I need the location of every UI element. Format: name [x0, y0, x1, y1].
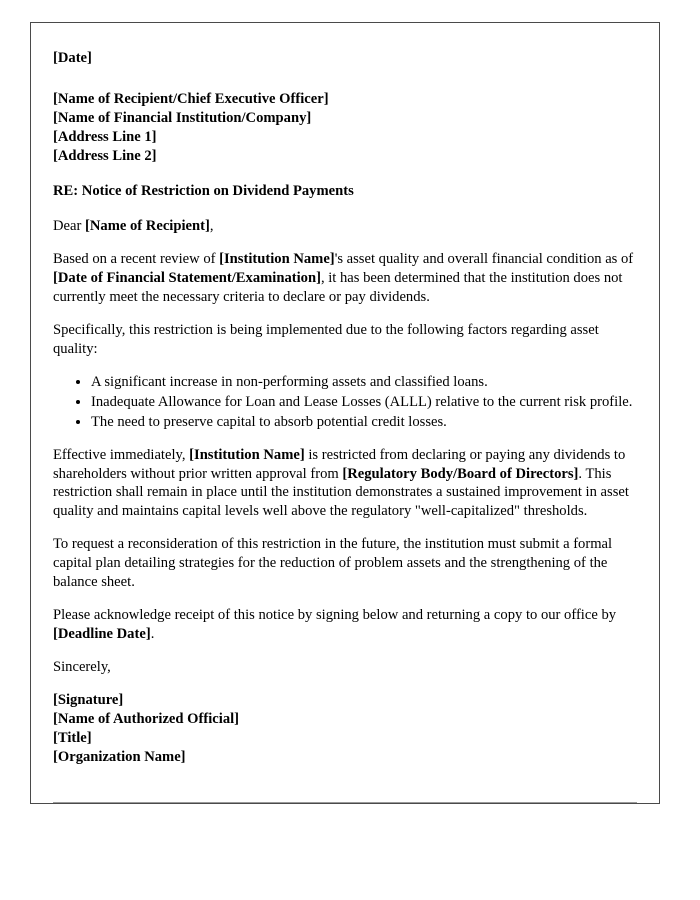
paragraph-one — [53, 250, 637, 307]
list-item: • Inadequate Allowance for Loan and Lease Losses (ALLL) relative to the current risk profile. — [91, 393, 637, 412]
salutation-punctuation: , — [209, 217, 214, 234]
recipient-institution: [Name of Financial Institution/Company] — [53, 109, 312, 126]
paragraph-three-part-2: is restricted from declaring or paying any dividends to shareholders without prior written approval from — [53, 446, 626, 482]
paragraph-five-bold-1: [Deadline Date] — [53, 626, 151, 643]
list-item: • The need to preserve capital to absorb potential credit losses. — [91, 413, 637, 432]
paragraph-five — [53, 606, 637, 644]
paragraph-three — [53, 446, 637, 522]
recipient-address-line-1: [Address Line 1] — [53, 128, 157, 145]
signature-organization: [Organization Name] — [53, 749, 186, 766]
date-line: [Date] — [53, 50, 92, 66]
recipient-address-line-2: [Address Line 2] — [53, 147, 157, 164]
list-item: • A significant increase in non-performing assets and classified loans. — [91, 373, 637, 392]
paragraph-three-part-1: Effective immediately, — [53, 446, 190, 463]
document-page — [30, 22, 660, 804]
signature-title: [Title] — [53, 730, 92, 747]
paragraph-three-part-3: . This restriction shall remain in place until the institution demonstrates a sustained improvement in asset quality and maintains capital levels well above the regulatory "well-capitalized" thresholds. — [53, 465, 629, 520]
salutation-recipient: [Name of Recipient] — [85, 217, 210, 234]
paragraph-one-part-1: Based on a recent review of — [53, 250, 220, 267]
paragraph-five-part-1: Please acknowledge receipt of this notice by signing below and returning a copy to our office by — [53, 607, 617, 624]
paragraph-three-bold-2: [Regulatory Body/Board of Directors] — [342, 465, 579, 482]
salutation-greeting: Dear — [53, 217, 86, 234]
subject-line: RE: Notice of Restriction on Dividend Payments — [53, 182, 354, 199]
signature-official-name: [Name of Authorized Official] — [53, 711, 240, 728]
asset-quality-factor-list — [53, 373, 637, 432]
recipient-address-block — [53, 90, 637, 166]
signature-block — [53, 691, 637, 767]
paragraph-three-bold-1: [Institution Name] — [189, 446, 305, 463]
paragraph-five-part-2: . — [150, 626, 155, 643]
signature-placeholder: [Signature] — [53, 692, 124, 709]
document-body — [31, 23, 659, 767]
paragraph-one-part-2: 's asset quality and overall financial condition as of — [334, 250, 634, 267]
paragraph-two: Specifically, this restriction is being implemented due to the following factors regarding asset quality: — [53, 321, 599, 357]
closing-line: Sincerely, — [53, 659, 111, 676]
footer-divider — [53, 802, 637, 803]
recipient-name: [Name of Recipient/Chief Executive Officer] — [53, 90, 329, 107]
paragraph-one-bold-1: [Institution Name] — [219, 250, 335, 267]
paragraph-one-part-3: , it has been determined that the institution does not currently meet the necessary criteria to declare or pay dividends. — [53, 269, 623, 305]
paragraph-four: To request a reconsideration of this restriction in the future, the institution must submit a formal capital plan detailing strategies for the reduction of problem assets and the strengthening of the balance sheet. — [53, 536, 613, 591]
paragraph-one-bold-2: [Date of Financial Statement/Examination] — [53, 269, 321, 286]
salutation — [53, 217, 637, 236]
